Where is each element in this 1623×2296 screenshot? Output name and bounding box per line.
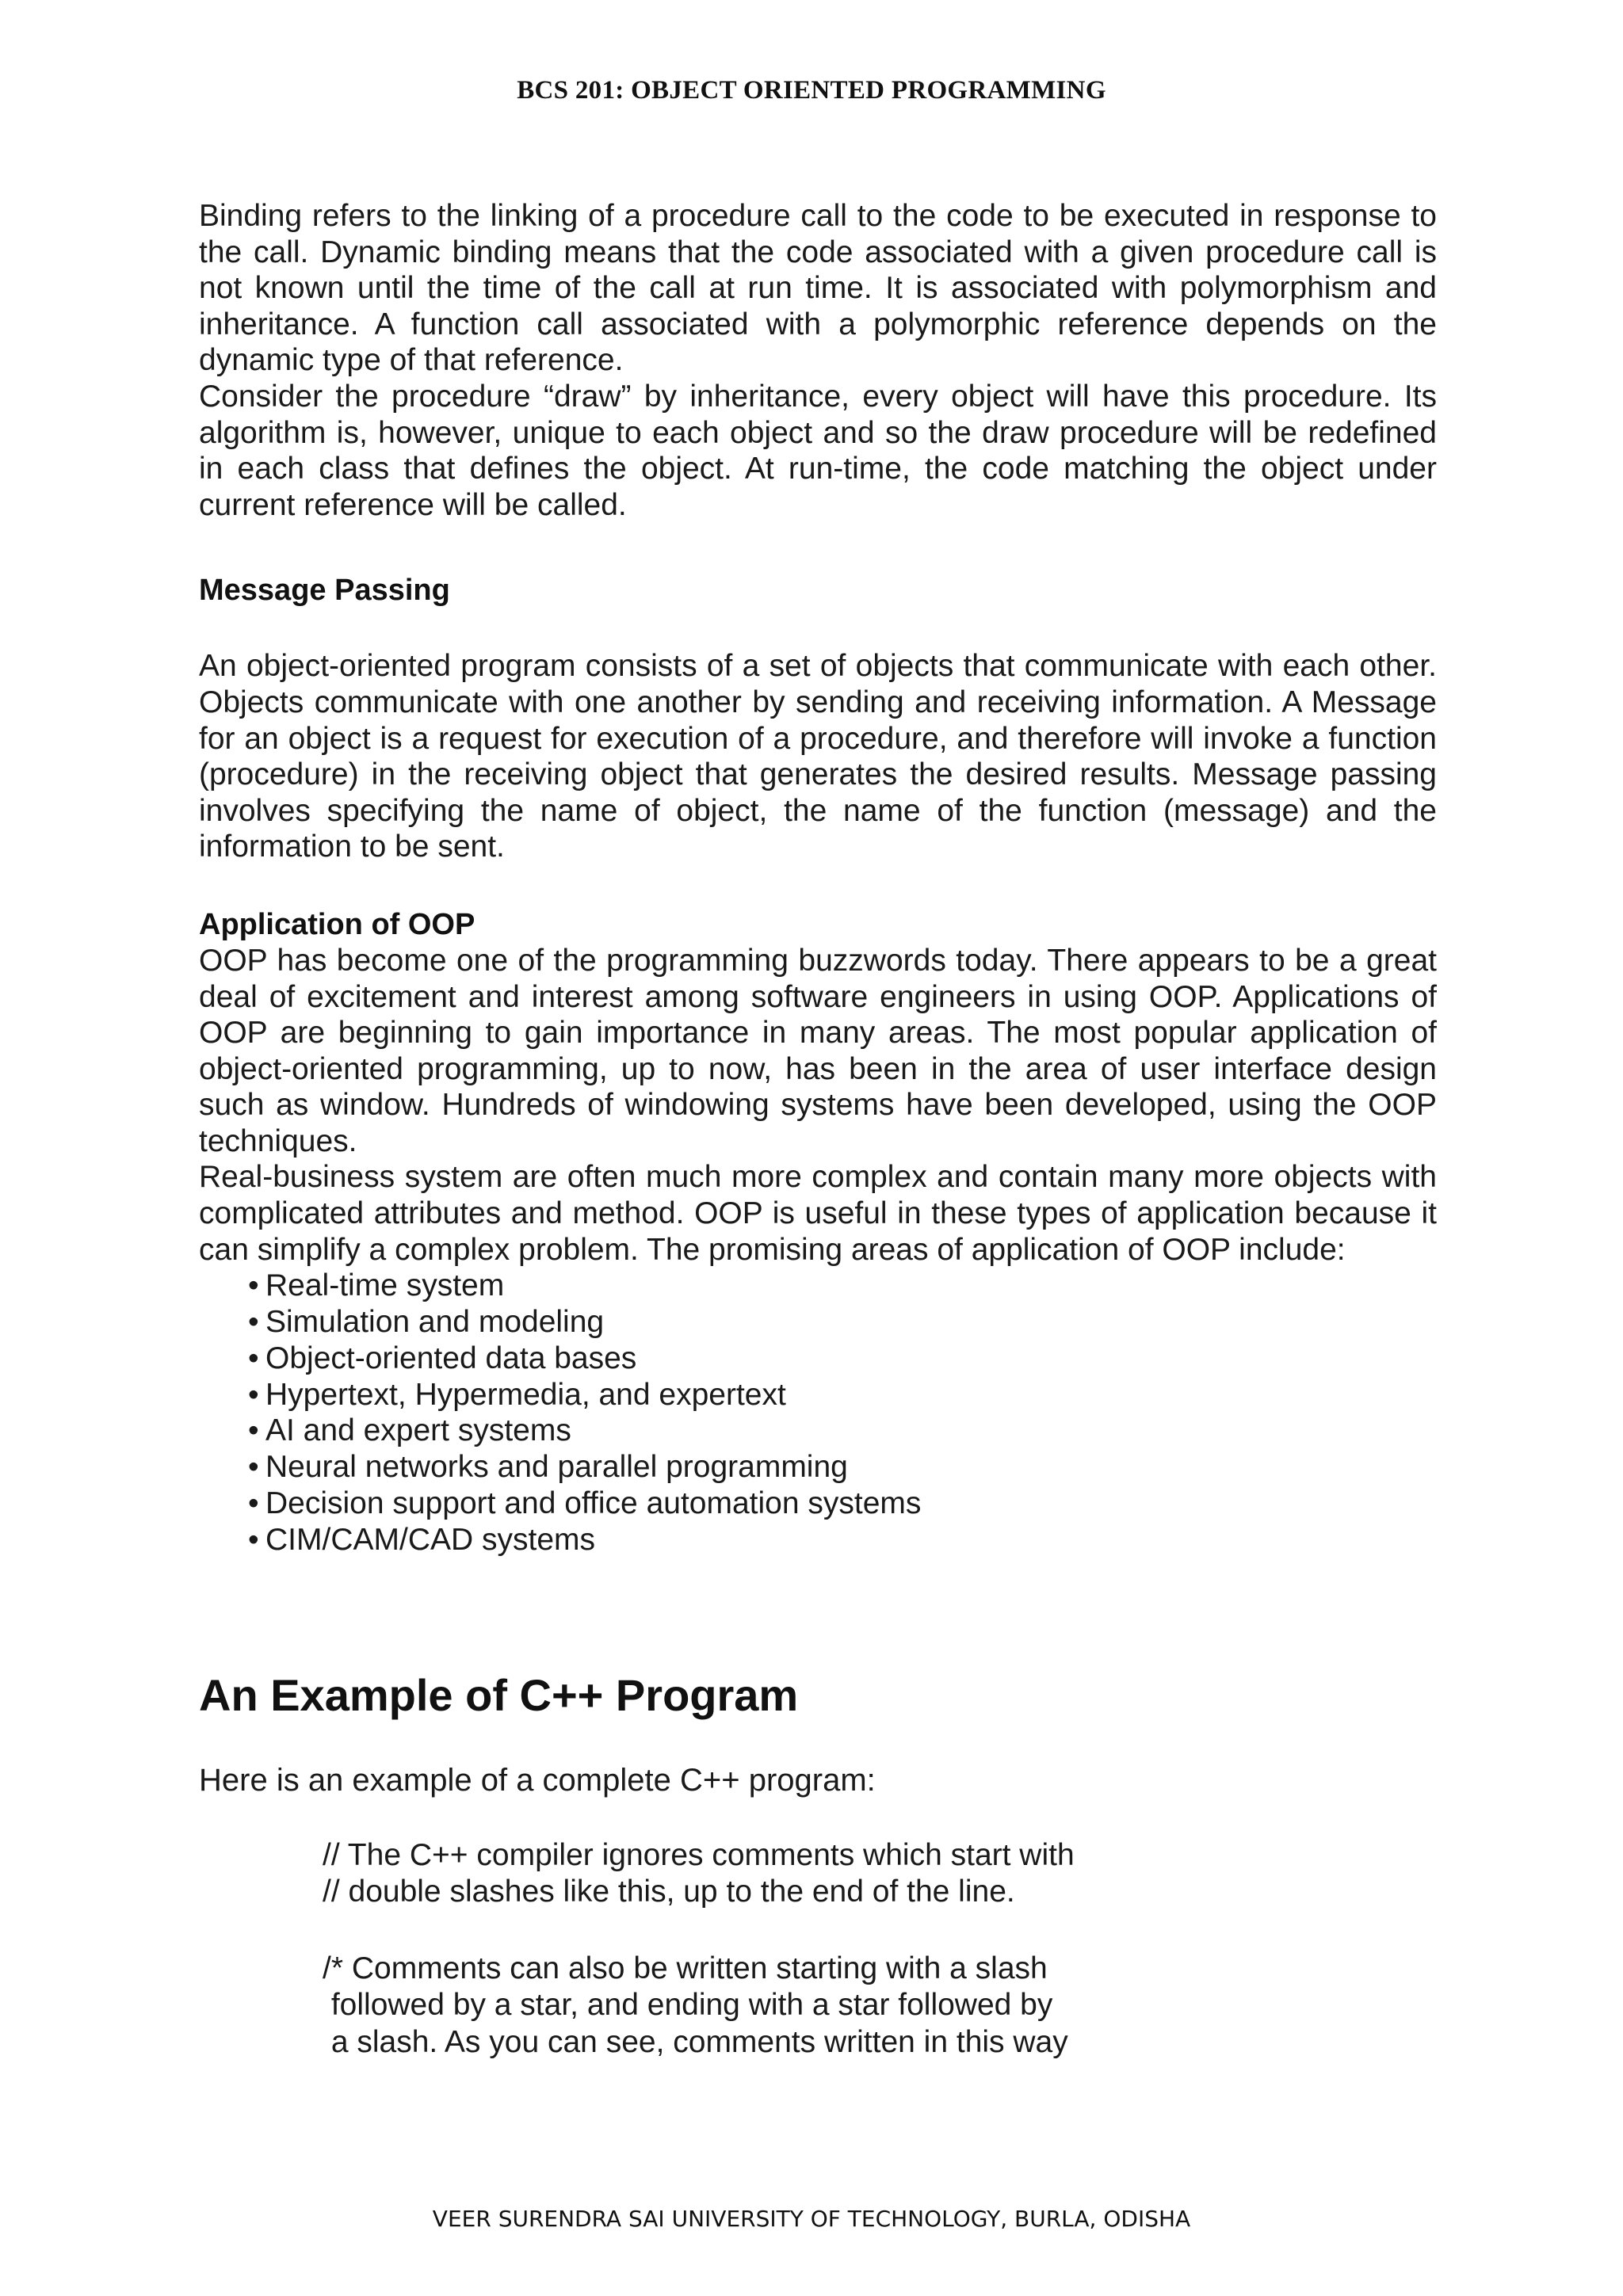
- binding-paragraph-2: Consider the procedure “draw” by inheritance, every object will have this procedure. Its algorithm is, however, unique to each object and so the draw procedure will be redefined in each class that defines the object. At run-time, the code matching the object under current reference will be called.: [199, 379, 1437, 522]
- page-header: BCS 201: OBJECT ORIENTED PROGRAMMING: [517, 76, 1106, 105]
- bullet-icon: •: [248, 1305, 259, 1340]
- application-paragraph-2: Real-business system are often much more complex and contain many more objects with complicated attributes and method. OOP is useful in these types of application because it can simplify a complex problem. The promising areas of application of OOP include:: [199, 1160, 1437, 1267]
- list-item: • Real-time system: [248, 1268, 505, 1303]
- bullet-icon: •: [248, 1413, 259, 1448]
- application-paragraph-1: OOP has become one of the programming buzzwords today. There appears to be a great deal of excitement and interest among software engineers in using OOP. Applications of OOP are beginning to gain importance in many areas. The most popular application of object-oriented programming, up to now, has been in the area of user interface design such as window. Hundreds of windowing systems have been developed, using the OOP techniques.: [199, 943, 1437, 1158]
- bullet-icon: •: [248, 1450, 259, 1485]
- list-item: • Decision support and office automation systems: [248, 1486, 922, 1521]
- bullet-icon: •: [248, 1377, 259, 1412]
- list-item: • Simulation and modeling: [248, 1305, 605, 1340]
- list-item: • Object-oriented data bases: [248, 1341, 637, 1375]
- binding-paragraph-1: Binding refers to the linking of a procedure call to the code to be executed in response to the call. Dynamic binding means that the code associated with a given procedure call is not known until the time of the call at run time. It is associated with polymorphism and inheritance. A function call associated with a polymorphic reference depends on the dynamic type of that reference.: [199, 199, 1437, 378]
- bullet-icon: •: [248, 1341, 259, 1375]
- message-passing-paragraph: An object-oriented program consists of a set of objects that communicate with each other. Objects communicate with one another by sending and receiving information. A Message for an object is a request for execution of a procedure, and therefore will invoke a function (procedure) in the receiving object that generates the desired results. Message passing involves specifying the name of object, the name of the function (message) and the information to be sent.: [199, 649, 1437, 864]
- code-comment-block-2: /* Comments can also be written starting with a slash followed by a star, and ending with a star followed by a slash. As you can see, comments written in this way: [323, 1951, 1068, 2059]
- application-list: [199, 1268, 1437, 1558]
- list-item: • CIM/CAM/CAD systems: [248, 1522, 596, 1557]
- page-content: [199, 198, 1437, 2061]
- list-item: • Neural networks and parallel programming: [248, 1450, 848, 1485]
- list-item: • Hypertext, Hypermedia, and expertext: [248, 1377, 786, 1412]
- page-footer: VEER SURENDRA SAI UNIVERSITY OF TECHNOLOGY, BURLA, ODISHA: [432, 2206, 1191, 2232]
- message-passing-heading: Message Passing: [199, 574, 450, 608]
- application-heading: Application of OOP: [199, 907, 475, 941]
- list-item: • AI and expert systems: [248, 1413, 571, 1448]
- example-intro: Here is an example of a complete C++ program:: [199, 1762, 876, 1798]
- bullet-icon: •: [248, 1522, 259, 1557]
- bullet-icon: •: [248, 1268, 259, 1303]
- example-section-title: An Example of C++ Program: [199, 1669, 799, 1720]
- code-comment-block-1: // The C++ compiler ignores comments which start with // double slashes like this, up to the end of the line.: [323, 1837, 1075, 1909]
- bullet-icon: •: [248, 1486, 259, 1521]
